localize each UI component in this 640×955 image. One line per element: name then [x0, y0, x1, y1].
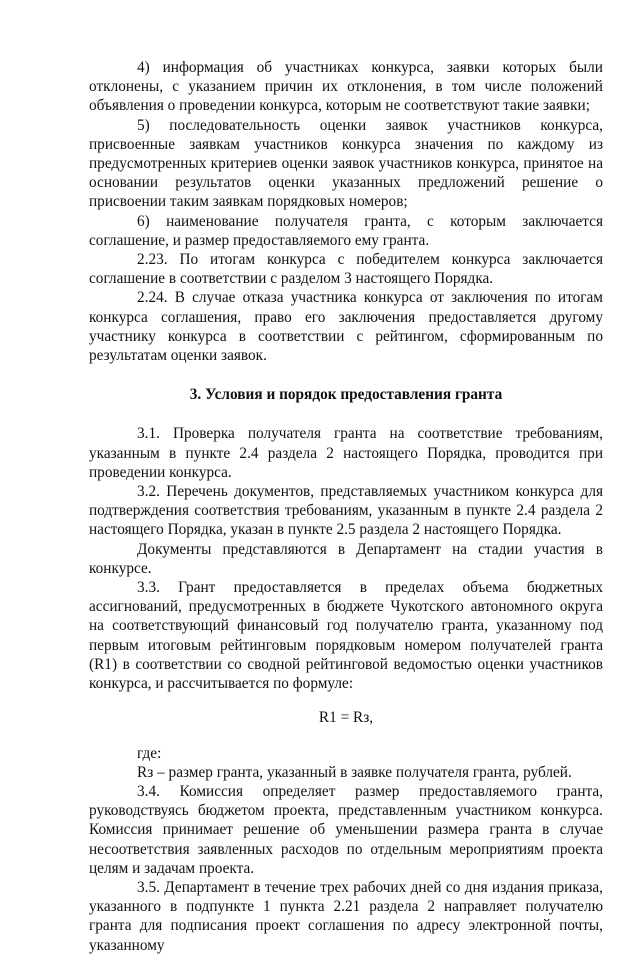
document-page	[89, 58, 603, 955]
section-heading: 3. Условия и порядок предоставления гранта	[189, 386, 503, 404]
paragraph-where: где:	[137, 744, 162, 762]
paragraph-item-6: 6) наименование получателя гранта, с которым заключается соглашение, и размер предоставляемого ему гранта.	[89, 212, 603, 249]
formula: R1 = Rз,	[318, 709, 374, 727]
paragraph-documents: Документы представляются в Департамент на стадии участия в конкурсе.	[89, 540, 603, 577]
paragraph-3-1: 3.1. Проверка получателя гранта на соответствие требованиям, указанным в пункте 2.4 раздела 2 настоящего Порядка, проводится при проведении конкурса.	[89, 425, 603, 481]
paragraph-item-5: 5) последовательность оценки заявок участников конкурса, присвоенные заявкам участников конкурса значения по каждому из предусмотренных критериев оценки заявок участников конкурса, принятое на основании результатов оценки указанных предложений решение о присвоении таким заявкам порядковых номеров;	[89, 116, 603, 211]
paragraph-2-24: 2.24. В случае отказа участника конкурса от заключения по итогам конкурса соглашения, право его заключения предоставляется другому участнику конкурса в соответствии с рейтингом, сформированным по результатам оценки заявок.	[89, 289, 603, 365]
paragraph-3-5: 3.5. Департамент в течение трех рабочих дней со дня издания приказа, указанного в подпункте 1 пункта 2.21 раздела 2 направляет получателю гранта для подписания проект соглашения по адресу электронной почты, указанному	[89, 878, 603, 954]
paragraph-2-23: 2.23. По итогам конкурса с победителем конкурса заключается соглашение в соответствии с разделом 3 настоящего Порядка.	[89, 251, 603, 288]
paragraph-3-2: 3.2. Перечень документов, представляемых участником конкурса для подтверждения соответствия требованиям, указанным в пункте 2.4 раздела 2 настоящего Порядка, указан в пункте 2.5 раздела 2 настоящего Порядка.	[89, 483, 603, 539]
paragraph-item-4: 4) информация об участниках конкурса, заявки которых были отклонены, с указанием причин их отклонения, в том числе положений объявления о проведении конкурса, которым не соответствуют такие заявки;	[89, 59, 603, 115]
paragraph-rz-definition: Rз – размер гранта, указанный в заявке получателя гранта, рублей.	[137, 763, 572, 781]
paragraph-3-4: 3.4. Комиссия определяет размер предоставляемого гранта, руководствуясь бюджетом проекта, представленным участником конкурса. Комиссия принимает решение об уменьшении размера гранта в случае несоответствия заявленных расходов по отдельным мероприятиям проекта целям и задачам проекта.	[89, 782, 603, 877]
paragraph-3-3: 3.3. Грант предоставляется в пределах объема бюджетных ассигнований, предусмотренных в бюджете Чукотского автономного округа на соответствующий финансовый год получателю гранта, указанному под первым итоговым рейтинговым порядковым номером получателей гранта (R1) в соответствии со сводной рейтинговой ведомостью оценки участников конкурса, и рассчитывается по формуле:	[89, 579, 603, 693]
